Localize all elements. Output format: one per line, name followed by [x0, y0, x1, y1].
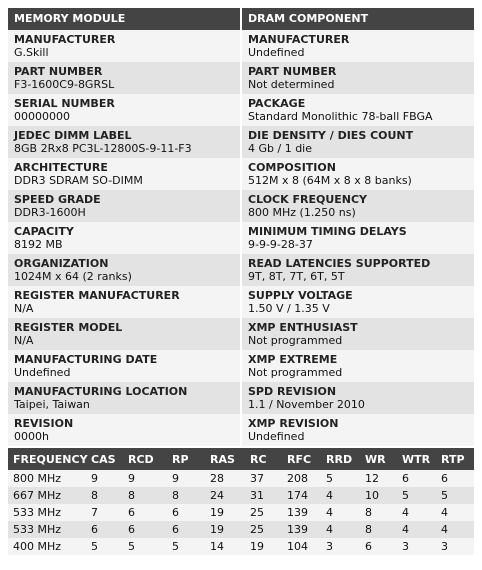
field-label: COMPOSITION: [248, 161, 336, 174]
field-value: DDR3-1600H: [14, 206, 86, 219]
field-clock-frequency: [242, 190, 474, 222]
field-value: 1.1 / November 2010: [248, 398, 365, 411]
column-header-wr: WR: [360, 448, 397, 470]
field-value: DDR3 SDRAM SO-DIMM: [14, 174, 143, 187]
dram-component-column: [242, 8, 474, 446]
field-value: 9T, 8T, 7T, 6T, 5T: [248, 270, 345, 283]
table-cell: 4: [321, 521, 360, 538]
table-cell: 3: [397, 538, 436, 555]
field-label: CAPACITY: [14, 225, 74, 238]
table-cell: 31: [245, 487, 282, 504]
memory-module-column: [8, 8, 240, 446]
column-header-rc: RC: [245, 448, 282, 470]
field-package: [242, 94, 474, 126]
field-label: XMP ENTHUSIAST: [248, 321, 358, 334]
table-row: [8, 470, 474, 487]
table-cell: 8: [167, 487, 205, 504]
table-cell: 28: [205, 470, 245, 487]
field-xmp-enthusiast: [242, 318, 474, 350]
column-header-rtp: RTP: [436, 448, 474, 470]
field-label: MINIMUM TIMING DELAYS: [248, 225, 407, 238]
field-value: Not programmed: [248, 334, 343, 347]
field-capacity: [8, 222, 240, 254]
field-label: XMP REVISION: [248, 417, 339, 430]
field-part-number: [8, 62, 240, 94]
table-cell: 667 MHz: [8, 487, 86, 504]
field-spd-revision: [242, 382, 474, 414]
table-cell: 9: [123, 470, 167, 487]
table-cell: 4: [321, 487, 360, 504]
field-value: 1.50 V / 1.35 V: [248, 302, 330, 315]
table-row: [8, 538, 474, 555]
field-label: PACKAGE: [248, 97, 306, 110]
field-label: DIE DENSITY / DIES COUNT: [248, 129, 414, 142]
field-label: REGISTER MODEL: [14, 321, 123, 334]
field-value: Not determined: [248, 78, 335, 91]
table-cell: 10: [360, 487, 397, 504]
field-label: SPD REVISION: [248, 385, 337, 398]
module-dram-columns: [8, 8, 474, 446]
table-cell: 4: [397, 504, 436, 521]
table-cell: 6: [436, 470, 474, 487]
field-value: F3-1600C9-8GRSL: [14, 78, 115, 91]
field-dram-manufacturer: [242, 30, 474, 62]
field-label: XMP EXTREME: [248, 353, 338, 366]
field-value: 9-9-9-28-37: [248, 238, 313, 251]
table-cell: 14: [205, 538, 245, 555]
table-cell: 174: [282, 487, 321, 504]
table-cell: 800 MHz: [8, 470, 86, 487]
field-value: 4 Gb / 1 die: [248, 142, 313, 155]
table-cell: 6: [123, 504, 167, 521]
field-value: 00000000: [14, 110, 70, 123]
table-cell: 533 MHz: [8, 521, 86, 538]
column-header-ras: RAS: [205, 448, 245, 470]
table-cell: 9: [86, 470, 123, 487]
column-header-rcd: RCD: [123, 448, 167, 470]
field-label: PART NUMBER: [248, 65, 337, 78]
field-value: Undefined: [14, 366, 71, 379]
field-label: READ LATENCIES SUPPORTED: [248, 257, 431, 270]
table-cell: 5: [397, 487, 436, 504]
table-row: [8, 504, 474, 521]
table-cell: 4: [436, 521, 474, 538]
table-cell: 4: [436, 504, 474, 521]
table-cell: 25: [245, 504, 282, 521]
table-cell: 19: [205, 521, 245, 538]
field-value: Standard Monolithic 78-ball FBGA: [248, 110, 433, 123]
field-label: JEDEC DIMM LABEL: [14, 129, 132, 142]
field-speed-grade: [8, 190, 240, 222]
field-label: PART NUMBER: [14, 65, 103, 78]
table-cell: 400 MHz: [8, 538, 86, 555]
field-label: REGISTER MANUFACTURER: [14, 289, 180, 302]
table-cell: 104: [282, 538, 321, 555]
table-cell: 4: [397, 521, 436, 538]
field-register-model: [8, 318, 240, 350]
field-label: REVISION: [14, 417, 74, 430]
field-label: SPEED GRADE: [14, 193, 101, 206]
field-value: 8192 MB: [14, 238, 63, 251]
field-dram-part-number: [242, 62, 474, 94]
field-register-manufacturer: [8, 286, 240, 318]
table-cell: 4: [321, 504, 360, 521]
column-header-cas: CAS: [86, 448, 123, 470]
field-architecture: [8, 158, 240, 190]
memory-module-header: MEMORY MODULE: [8, 8, 240, 30]
table-cell: 24: [205, 487, 245, 504]
field-organization: [8, 254, 240, 286]
field-label: MANUFACTURING DATE: [14, 353, 158, 366]
table-cell: 8: [86, 487, 123, 504]
table-cell: 3: [436, 538, 474, 555]
field-supply-voltage: [242, 286, 474, 318]
table-cell: 3: [321, 538, 360, 555]
field-value: N/A: [14, 334, 34, 347]
field-value: 1024M x 64 (2 ranks): [14, 270, 132, 283]
field-minimum-timing-delays: [242, 222, 474, 254]
table-cell: 6: [86, 521, 123, 538]
field-label: MANUFACTURING LOCATION: [14, 385, 188, 398]
table-cell: 5: [436, 487, 474, 504]
dram-component-header: DRAM COMPONENT: [242, 8, 474, 30]
field-value: Not programmed: [248, 366, 343, 379]
spd-info-panel: [8, 8, 474, 555]
column-header-rfc: RFC: [282, 448, 321, 470]
table-cell: 6: [360, 538, 397, 555]
field-die-density: [242, 126, 474, 158]
field-value: 800 MHz (1.250 ns): [248, 206, 356, 219]
field-read-latencies: [242, 254, 474, 286]
field-value: 8GB 2Rx8 PC3L-12800S-9-11-F3: [14, 142, 192, 155]
field-label: MANUFACTURER: [248, 33, 350, 46]
field-revision: [8, 414, 240, 446]
table-cell: 25: [245, 521, 282, 538]
table-cell: 5: [321, 470, 360, 487]
column-header-frequency: FREQUENCY: [8, 448, 86, 470]
field-label: ARCHITECTURE: [14, 161, 108, 174]
field-value: 0000h: [14, 430, 49, 443]
column-header-rrd: RRD: [321, 448, 360, 470]
table-cell: 6: [167, 521, 205, 538]
field-value: G.Skill: [14, 46, 49, 59]
table-cell: 8: [360, 521, 397, 538]
field-xmp-revision: [242, 414, 474, 446]
table-cell: 5: [123, 538, 167, 555]
frequency-timing-table: [8, 448, 474, 555]
field-label: SUPPLY VOLTAGE: [248, 289, 353, 302]
field-label: CLOCK FREQUENCY: [248, 193, 368, 206]
table-cell: 12: [360, 470, 397, 487]
table-cell: 533 MHz: [8, 504, 86, 521]
table-row: [8, 487, 474, 504]
table-cell: 8: [123, 487, 167, 504]
field-jedec-dimm-label: [8, 126, 240, 158]
field-label: MANUFACTURER: [14, 33, 116, 46]
frequency-table-header: [8, 448, 474, 470]
field-value: Undefined: [248, 430, 305, 443]
table-cell: 19: [245, 538, 282, 555]
column-header-rp: RP: [167, 448, 205, 470]
table-cell: 139: [282, 521, 321, 538]
table-cell: 6: [167, 504, 205, 521]
field-serial-number: [8, 94, 240, 126]
field-value: N/A: [14, 302, 34, 315]
table-cell: 8: [360, 504, 397, 521]
field-manufacturer: [8, 30, 240, 62]
table-cell: 5: [167, 538, 205, 555]
table-cell: 208: [282, 470, 321, 487]
table-row: [8, 521, 474, 538]
table-cell: 19: [205, 504, 245, 521]
table-cell: 6: [397, 470, 436, 487]
field-composition: [242, 158, 474, 190]
field-xmp-extreme: [242, 350, 474, 382]
field-value: 512M x 8 (64M x 8 x 8 banks): [248, 174, 412, 187]
field-value: Undefined: [248, 46, 305, 59]
column-header-wtr: WTR: [397, 448, 436, 470]
table-cell: 139: [282, 504, 321, 521]
field-manufacturing-date: [8, 350, 240, 382]
field-label: ORGANIZATION: [14, 257, 109, 270]
field-value: Taipei, Taiwan: [14, 398, 90, 411]
table-cell: 6: [123, 521, 167, 538]
table-cell: 9: [167, 470, 205, 487]
table-cell: 7: [86, 504, 123, 521]
field-label: SERIAL NUMBER: [14, 97, 115, 110]
table-cell: 37: [245, 470, 282, 487]
field-manufacturing-location: [8, 382, 240, 414]
table-cell: 5: [86, 538, 123, 555]
